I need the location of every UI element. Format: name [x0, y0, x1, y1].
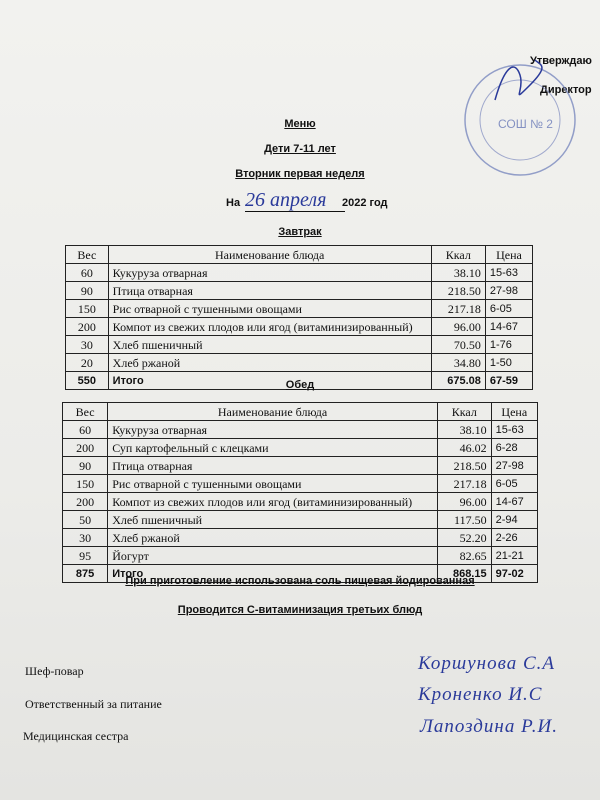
table-row — [66, 336, 533, 354]
date-line — [0, 191, 600, 213]
cell-name: Хлеб ржаной — [108, 529, 438, 547]
cell-kcal: 38.10 — [437, 421, 491, 439]
day-of-week: Вторник первая неделя — [235, 168, 365, 180]
table-row — [63, 529, 538, 547]
cell-name: Хлеб ржаной — [108, 354, 431, 372]
total-label: Итого — [108, 372, 431, 390]
cell-ves: 30 — [63, 529, 108, 547]
table-row — [63, 439, 538, 457]
col-header-ves: Вес — [66, 246, 109, 264]
cell-kcal: 117.50 — [437, 511, 491, 529]
lunch-heading: Обед — [285, 379, 315, 391]
breakfast-table — [65, 245, 533, 390]
cell-name: Птица отварная — [108, 457, 438, 475]
table-row — [66, 282, 533, 300]
nurse-role: Медицинская сестра — [23, 729, 129, 743]
date-handwritten: 26 апреля — [245, 189, 345, 212]
table-row — [63, 493, 538, 511]
cell-ves: 200 — [66, 318, 109, 336]
cell-name: Компот из свежих плодов или ягод (витаминизированный) — [108, 318, 431, 336]
table-row — [66, 318, 533, 336]
cell-price: 2-94 — [491, 511, 537, 529]
total-kcal: 675.08 — [431, 372, 485, 390]
cell-kcal: 34.80 — [431, 354, 485, 372]
director-signature — [485, 55, 545, 110]
col-header-price: Цена — [491, 403, 537, 421]
cell-kcal: 96.00 — [431, 318, 485, 336]
cell-price: 2-26 — [491, 529, 537, 547]
col-header-name: Наименование блюда — [108, 246, 431, 264]
cell-kcal: 218.50 — [437, 457, 491, 475]
cell-kcal: 218.50 — [431, 282, 485, 300]
cell-kcal: 70.50 — [431, 336, 485, 354]
cell-ves: 95 — [63, 547, 108, 565]
total-price: 97-02 — [491, 565, 537, 583]
total-price: 67-59 — [485, 372, 532, 390]
approval-label: Утверждаю — [530, 55, 592, 67]
total-kcal: 868.15 — [437, 565, 491, 583]
table-row — [63, 511, 538, 529]
col-header-ves: Вес — [63, 403, 108, 421]
cell-price: 21-21 — [491, 547, 537, 565]
col-header-kcal: Ккал — [431, 246, 485, 264]
cell-ves: 150 — [63, 475, 108, 493]
nurse-signature: Лапоздина Р.И. — [420, 716, 558, 737]
director-label: Директор — [540, 84, 592, 96]
cell-kcal: 217.18 — [437, 475, 491, 493]
cell-ves: 150 — [66, 300, 109, 318]
col-header-kcal: Ккал — [437, 403, 491, 421]
cell-price: 6-28 — [491, 439, 537, 457]
cell-name: Кукуруза отварная — [108, 264, 431, 282]
chef-signature: Коршунова С.А — [418, 653, 555, 674]
responsible-signature: Кроненко И.С — [418, 684, 543, 705]
cell-ves: 90 — [66, 282, 109, 300]
date-prefix: На — [226, 197, 241, 209]
date-year: 2022 год — [342, 197, 388, 209]
col-header-name: Наименование блюда — [108, 403, 438, 421]
age-group: Дети 7-11 лет — [264, 143, 336, 155]
table-row — [66, 264, 533, 282]
cell-price: 1-76 — [485, 336, 532, 354]
salt-note: При приготовление использована соль пищевая йодированная — [125, 575, 475, 587]
cell-name: Рис отварной с тушенными овощами — [108, 300, 431, 318]
cell-name: Рис отварной с тушенными овощами — [108, 475, 438, 493]
cell-kcal: 38.10 — [431, 264, 485, 282]
total-label: Итого — [108, 565, 438, 583]
table-row — [63, 475, 538, 493]
cell-name: Компот из свежих плодов или ягод (витаминизированный) — [108, 493, 438, 511]
cell-kcal: 52.20 — [437, 529, 491, 547]
cell-ves: 60 — [63, 421, 108, 439]
cell-name: Кукуруза отварная — [108, 421, 438, 439]
cell-name: Хлеб пшеничный — [108, 336, 431, 354]
cell-name: Птица отварная — [108, 282, 431, 300]
table-row — [66, 354, 533, 372]
cell-ves: 30 — [66, 336, 109, 354]
cell-ves: 20 — [66, 354, 109, 372]
vitamin-note: Проводится С-витаминизация третьих блюд — [177, 604, 423, 616]
cell-ves: 60 — [66, 264, 109, 282]
cell-price: 14-67 — [491, 493, 537, 511]
table-header-row — [66, 246, 533, 264]
cell-name: Хлеб пшеничный — [108, 511, 438, 529]
lunch-table — [62, 402, 538, 583]
table-row — [66, 300, 533, 318]
cell-kcal: 217.18 — [431, 300, 485, 318]
cell-price: 27-98 — [485, 282, 532, 300]
cell-ves: 90 — [63, 457, 108, 475]
cell-ves: 200 — [63, 439, 108, 457]
cell-price: 6-05 — [491, 475, 537, 493]
cell-price: 27-98 — [491, 457, 537, 475]
cell-price: 15-63 — [485, 264, 532, 282]
chef-role: Шеф-повар — [25, 664, 84, 678]
responsible-role: Ответственный за питание — [25, 697, 162, 711]
cell-kcal: 96.00 — [437, 493, 491, 511]
cell-ves: 50 — [63, 511, 108, 529]
cell-price: 1-50 — [485, 354, 532, 372]
total-ves: 550 — [66, 372, 109, 390]
cell-name: Суп картофельный с клецками — [108, 439, 438, 457]
cell-kcal: 46.02 — [437, 439, 491, 457]
table-row — [63, 421, 538, 439]
cell-kcal: 82.65 — [437, 547, 491, 565]
total-ves: 875 — [63, 565, 108, 583]
cell-name: Йогурт — [108, 547, 438, 565]
table-header-row — [63, 403, 538, 421]
cell-price: 15-63 — [491, 421, 537, 439]
cell-ves: 200 — [63, 493, 108, 511]
table-row — [63, 457, 538, 475]
col-header-price: Цена — [485, 246, 532, 264]
table-row — [63, 547, 538, 565]
breakfast-heading: Завтрак — [278, 226, 322, 238]
document-title: Меню — [284, 118, 316, 130]
svg-text:СОШ № 2: СОШ № 2 — [498, 117, 553, 131]
cell-price: 6-05 — [485, 300, 532, 318]
cell-price: 14-67 — [485, 318, 532, 336]
